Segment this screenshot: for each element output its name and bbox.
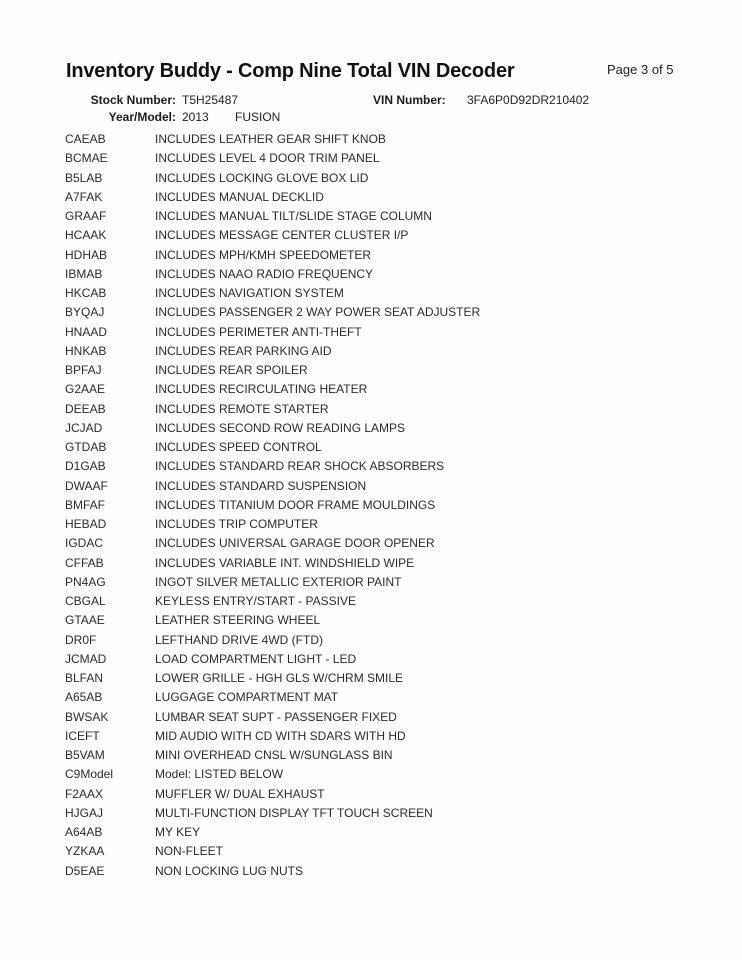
option-description: INCLUDES TRIP COMPUTER <box>155 517 318 531</box>
option-code: A7FAK <box>65 189 103 204</box>
option-row <box>0 246 742 265</box>
option-code: G2AAE <box>65 382 106 397</box>
option-description: INCLUDES LEATHER GEAR SHIFT KNOB <box>155 132 386 146</box>
option-description: LOWER GRILLE - HGH GLS W/CHRM SMILE <box>155 671 404 685</box>
option-code: ICEFT <box>65 728 100 743</box>
option-code: HNKAB <box>65 343 107 358</box>
option-code: DR0F <box>65 632 97 647</box>
option-description: Model: LISTED BELOW <box>155 767 284 782</box>
option-description: INCLUDES NAAO RADIO FREQUENCY <box>155 266 374 281</box>
option-code: IGDAC <box>65 536 104 551</box>
option-code: BPFAJ <box>65 363 102 377</box>
option-code: D1GAB <box>65 459 106 474</box>
option-row <box>0 380 742 399</box>
option-description: INCLUDES TITANIUM DOOR FRAME MOULDINGS <box>155 497 436 512</box>
option-code: JCJAD <box>65 420 103 435</box>
option-code: CBGAL <box>65 594 106 608</box>
option-row <box>0 708 742 727</box>
option-row <box>0 496 742 515</box>
option-description: INCLUDES REAR SPOILER <box>155 363 308 377</box>
option-row <box>0 785 742 804</box>
option-row <box>0 149 742 168</box>
option-description: INCLUDES UNIVERSAL GARAGE DOOR OPENER <box>155 536 435 551</box>
option-row <box>0 342 742 361</box>
option-description: NON-FLEET <box>155 844 224 859</box>
option-code: GTAAE <box>65 613 105 628</box>
option-description: NON LOCKING LUG NUTS <box>155 863 304 878</box>
option-description: INCLUDES VARIABLE INT. WINDSHIELD WIPE <box>155 555 415 570</box>
option-code: HEBAD <box>65 517 107 531</box>
option-row <box>0 361 742 380</box>
option-row <box>0 534 742 553</box>
option-row <box>0 631 742 650</box>
option-description: INCLUDES REMOTE STARTER <box>155 401 329 416</box>
option-code: F2AAX <box>65 786 104 801</box>
stock-number-value: T5H25487 <box>182 93 239 107</box>
option-code: A64AB <box>65 825 103 839</box>
option-row <box>0 226 742 245</box>
option-row <box>0 323 742 342</box>
option-code: BLFAN <box>65 671 104 685</box>
option-row <box>0 169 742 188</box>
option-row <box>0 207 742 226</box>
option-description: INCLUDES SECOND ROW READING LAMPS <box>155 420 406 435</box>
option-description: INCLUDES NAVIGATION SYSTEM <box>155 286 344 300</box>
option-description: INCLUDES MANUAL TILT/SLIDE STAGE COLUMN <box>155 209 432 223</box>
option-row <box>0 823 742 842</box>
option-description: INCLUDES REAR PARKING AID <box>155 343 332 358</box>
option-row <box>0 573 742 592</box>
year-model-label: Year/Model: <box>108 110 176 124</box>
year-model-row <box>0 110 742 126</box>
option-description: INCLUDES RECIRCULATING HEATER <box>155 382 368 397</box>
option-code: PN4AG <box>65 574 106 589</box>
option-row <box>0 842 742 861</box>
option-description: LOAD COMPARTMENT LIGHT - LED <box>155 651 357 666</box>
option-code: DEEAB <box>65 401 106 416</box>
option-code: DWAAF <box>65 478 108 493</box>
option-code: BCMAE <box>65 151 108 166</box>
option-row <box>0 188 742 207</box>
option-code: JCMAD <box>65 651 107 666</box>
option-description: KEYLESS ENTRY/START - PASSIVE <box>155 594 356 608</box>
option-code: GTDAB <box>65 440 107 454</box>
option-description: INCLUDES MESSAGE CENTER CLUSTER I/P <box>155 228 409 243</box>
option-row <box>0 804 742 823</box>
option-row <box>0 400 742 419</box>
option-description: INCLUDES LEVEL 4 DOOR TRIM PANEL <box>155 151 380 166</box>
option-description: MUFFLER W/ DUAL EXHAUST <box>155 786 325 801</box>
option-description: LUMBAR SEAT SUPT - PASSENGER FIXED <box>155 709 397 724</box>
option-code: IBMAB <box>65 266 103 281</box>
option-row <box>0 265 742 284</box>
option-row <box>0 650 742 669</box>
option-description: INCLUDES PASSENGER 2 WAY POWER SEAT ADJUSTER <box>155 305 481 320</box>
option-code: C9Model <box>65 767 114 782</box>
option-code: CFFAB <box>65 555 104 570</box>
option-code: B5LAB <box>65 170 103 185</box>
option-code: HJGAJ <box>65 805 104 820</box>
page-title: Inventory Buddy - Comp Nine Total VIN Decoder <box>66 60 515 82</box>
option-code: BWSAK <box>65 709 109 724</box>
option-code: BYQAJ <box>65 305 105 320</box>
option-row <box>0 515 742 534</box>
vin-number-value: 3FA6P0D92DR210402 <box>467 93 590 107</box>
option-description: INCLUDES STANDARD SUSPENSION <box>155 478 367 493</box>
option-code: BMFAF <box>65 497 106 512</box>
option-row <box>0 862 742 881</box>
option-row <box>0 303 742 322</box>
option-code: B5VAM <box>65 748 105 762</box>
option-code: CAEAB <box>65 132 106 146</box>
option-row <box>0 592 742 611</box>
option-row <box>0 438 742 457</box>
option-code: HKCAB <box>65 286 107 300</box>
option-row <box>0 477 742 496</box>
option-code: YZKAA <box>65 844 105 859</box>
option-code: GRAAF <box>65 209 107 223</box>
option-code: D5EAE <box>65 863 105 878</box>
option-description: INCLUDES STANDARD REAR SHOCK ABSORBERS <box>155 459 445 474</box>
option-row <box>0 611 742 630</box>
model-value: FUSION <box>235 110 281 124</box>
option-description: MINI OVERHEAD CNSL W/SUNGLASS BIN <box>155 748 393 762</box>
option-description: INCLUDES SPEED CONTROL <box>155 440 322 454</box>
option-code: HNAAD <box>65 324 108 339</box>
option-list <box>0 130 742 881</box>
option-description: LEATHER STEERING WHEEL <box>155 613 321 628</box>
option-description: INGOT SILVER METALLIC EXTERIOR PAINT <box>155 574 402 589</box>
option-description: INCLUDES LOCKING GLOVE BOX LID <box>155 170 369 185</box>
stock-number-label: Stock Number: <box>90 93 176 107</box>
option-row <box>0 554 742 573</box>
option-row <box>0 130 742 149</box>
option-code: HDHAB <box>65 247 108 262</box>
option-description: MULTI-FUNCTION DISPLAY TFT TOUCH SCREEN <box>155 805 433 820</box>
year-value: 2013 <box>182 110 209 124</box>
option-description: LUGGAGE COMPARTMENT MAT <box>155 690 339 705</box>
option-row <box>0 457 742 476</box>
option-code: A65AB <box>65 690 103 705</box>
option-description: INCLUDES MPH/KMH SPEEDOMETER <box>155 247 372 262</box>
option-row <box>0 727 742 746</box>
page-number-indicator: Page 3 of 5 <box>607 62 674 77</box>
option-row <box>0 688 742 707</box>
option-row <box>0 284 742 303</box>
option-row <box>0 669 742 688</box>
stock-vin-row <box>0 93 742 109</box>
option-description: LEFTHAND DRIVE 4WD (FTD) <box>155 632 323 647</box>
option-code: HCAAK <box>65 228 107 243</box>
option-description: MID AUDIO WITH CD WITH SDARS WITH HD <box>155 728 406 743</box>
option-description: INCLUDES PERIMETER ANTI-THEFT <box>155 324 362 339</box>
option-description: MY KEY <box>155 825 201 839</box>
option-row <box>0 419 742 438</box>
option-description: INCLUDES MANUAL DECKLID <box>155 189 324 204</box>
vin-number-label: VIN Number: <box>373 93 446 107</box>
option-row <box>0 746 742 765</box>
option-row <box>0 765 742 784</box>
